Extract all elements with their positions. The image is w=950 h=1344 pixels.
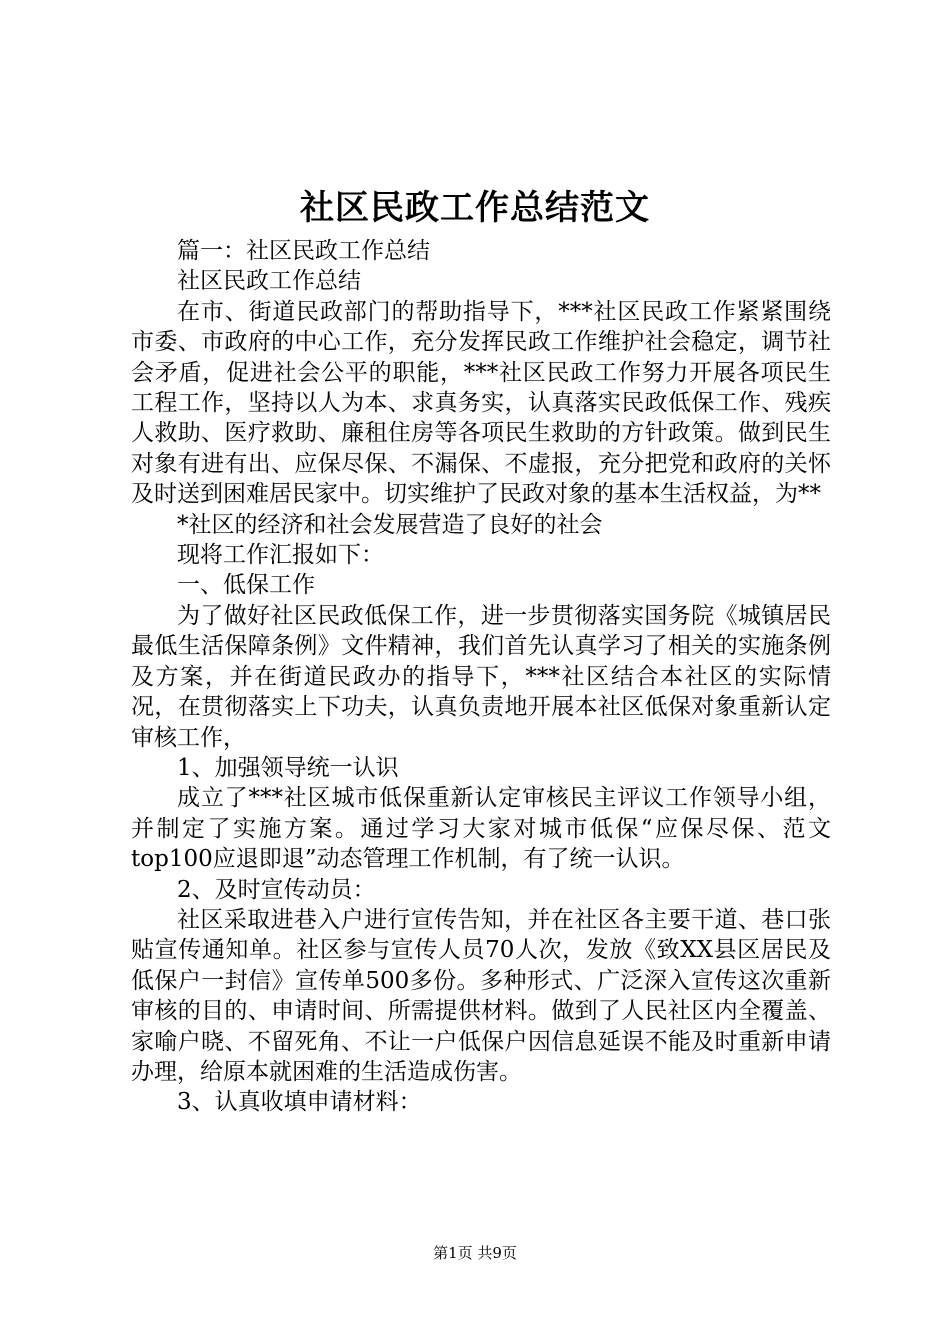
paragraph-item-1: 成立了***社区城市低保重新认定审核民主评议工作领导小组，并制定了实施方案。通过学习大家对城市低保“应保尽保、范文top100应退即退”动态管理工作机制，有了统一认识。 <box>131 785 831 873</box>
item-heading-1: 1、加强领导统一认识 <box>177 754 399 781</box>
page-footer: 第1页 共9页 <box>433 1244 517 1262</box>
paragraph-report-lead: 现将工作汇报如下： <box>177 542 384 569</box>
paragraph-intro: 在市、街道民政部门的帮助指导下，***社区民政工作紧紧围绕市委、市政府的中心工作，充分发挥民政工作维护社会稳定，调节社会矛盾，促进社会公平的职能，***社区民政工作努力开展各项民生工程工作，坚持以人为本、求真务实，认真落实民政低保工作、残疾人救助、医疗救助、廉租住房等各项民生救助的方针政策。做到民生对象有进有出、应保尽保、不漏保、不虚报，充分把党和政府的关怀及时送到困难居民家中。切实维护了民政对象的基本生活权益，为** <box>131 298 831 508</box>
section-heading: 篇一：社区民政工作总结 <box>177 238 430 264</box>
item-heading-2: 2、及时宣传动员： <box>177 876 376 903</box>
item-heading-3: 3、认真收填申请材料： <box>177 1089 422 1116</box>
section-heading-dibao: 一、低保工作 <box>177 572 315 599</box>
paragraph-dibao: 为了做好社区民政低保工作，进一步贯彻落实国务院《城镇居民最低生活保障条例》文件精神，我们首先认真学习了相关的实施条例及方案，并在街道民政办的指导下，***社区结合本社区的实际情况，在贯彻落实上下功夫，认真负责地开展本社区低保对象重新认定审核工作， <box>131 602 831 751</box>
document-title: 社区民政工作总结范文 <box>300 188 650 228</box>
document-body <box>131 236 831 1118</box>
paragraph-item-2: 社区采取进巷入户进行宣传告知，并在社区各主要干道、巷口张贴宣传通知单。社区参与宣传人员70人次，发放《致XX县区居民及低保户一封信》宣传单500多份。多种形式、广泛深入宣传这次重新审核的目的、申请时间、所需提供材料。做到了人民社区内全覆盖、家喻户晓、不留死角、不让一户低保户因信息延误不能及时重新申请办理，给原本就困难的生活造成伤害。 <box>131 906 831 1085</box>
subtitle: 社区民政工作总结 <box>177 268 361 295</box>
paragraph-continuation: *社区的经济和社会发展营造了良好的社会 <box>177 511 603 538</box>
